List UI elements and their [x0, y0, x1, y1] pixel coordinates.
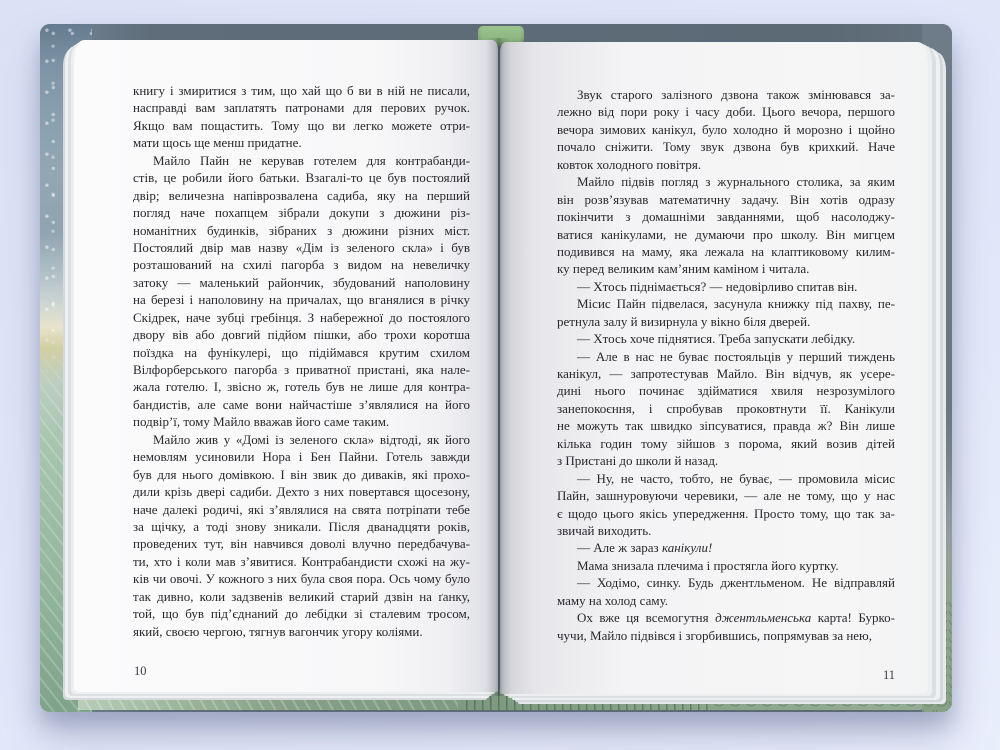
open-book [40, 24, 952, 712]
text-line: Ох вже ця всемогутня джентльменська карта! Бурко- [577, 610, 895, 626]
text-line: занепокоєння, і спробував проковтнути її. Канікули [557, 400, 895, 416]
text-line: мати щось ще менш придатне. [133, 135, 302, 151]
text-line: Якщо вам пощастить. Тому що ви легко можете отри- [133, 117, 471, 133]
text-line: на березі і наполовину на причалах, що вганялися в річку [133, 292, 470, 308]
text-line: погляд наче похапцем зібрали докупи з дюжини різ- [133, 205, 471, 221]
text-line: Майло жив у «Домі із зеленого скла» відтоді, як його [153, 431, 470, 447]
text-line: — Але ж зараз канікули! [577, 540, 713, 556]
text-line: є щодо цього якісь упередження. Просто тому, що так за- [557, 505, 895, 521]
text-line: номанітних будинків, зібраних з дюжини різних міст. [133, 222, 471, 238]
text-line: дили крізь двері садиби. Дехто з них повертався щосезону, [133, 484, 471, 500]
text-line: проведених тут, він навчився доволі влучно передбачува- [133, 536, 471, 552]
text-line: книгу і змиритися з тим, що хай що б ви в ній не писали, [133, 83, 470, 98]
text-line: за щічку, а тоді знову зникали. Після дванадцяти років, [133, 518, 470, 534]
text-line: — Ну, не часто, тобто, не буває, — промовила місис [577, 470, 895, 486]
left-page-number: 10 [134, 664, 147, 678]
text-line: покінчити з домашніми завданнями, щоб насолоджу- [557, 209, 895, 225]
text-line: з Пристані до школи й назад. [557, 453, 719, 469]
text-line: канікул, — запротестував Майло. Він відчув, як усере- [557, 366, 895, 381]
text-line: затоку — маленький райончик, збудований наполовину [133, 274, 470, 290]
text-line: дині нього починає здійматися хвиля незрозумілого [557, 383, 896, 399]
text-line: ків чи овочі. У кожного з них була своя пора. Ось чому було [133, 571, 470, 587]
text-line: почало сніжити. Тому звук дзвона був крихкий. Наче [557, 139, 895, 155]
text-line: ковток холодного повітря. [557, 156, 702, 172]
text-line: звичай виходить. [557, 522, 652, 538]
text-line: він розв’язував математичну задачу. Він хотів одразу [557, 191, 895, 207]
text-line: Майло Пайн не керував готелем для контрабанди- [153, 152, 470, 168]
text-line: — Хтось хоче піднятися. Треба запускати лебідку. [577, 331, 856, 347]
text-line: Вілфорберського пагорба з приватної пристані, яка нале- [133, 362, 470, 377]
text-line: Мама знизала плечима і простягла його куртку. [577, 557, 839, 573]
text-line: — Хтось піднімається? — недовірливо спитав він. [577, 278, 858, 294]
text-line: Постоялий двір мав назву «Дім із зеленого скла» і був [133, 239, 470, 255]
text-line: бандистів, але саме вони найчастіше з’являлися на його [133, 396, 470, 412]
text-line: Скідрек, наче зубці гребінця. З набережної до постоялого [133, 309, 471, 325]
text-line: ретнула залу й визирнула у вікно біля дверей. [557, 313, 811, 329]
text-line: кілька годин тому зійшов з порома, який возив дітей [557, 435, 895, 451]
text-line: вечора зимових канікул, було холодно й морозно і щойно [557, 121, 895, 137]
leaf-vein-pattern [78, 689, 458, 710]
text-line: ватися канікулами, не думаючи про школу. Він мигцем [557, 226, 896, 242]
text-line: ти, хто і коли мав з’явитися. Контрабандисти схожі на жу- [133, 553, 470, 569]
right-page-number: 11 [882, 668, 895, 682]
text-line: розташований на схилі пагорба з видом на невеличку [133, 257, 470, 273]
text-line: Майло підвів погляд з журнального столика, за яким [577, 174, 895, 190]
text-line: двору вів або довгий підйом пішки, або трохи коротша [133, 327, 471, 343]
text-line: — Але в нас не буває постояльців у перший тиждень [577, 348, 896, 364]
text-line: жала готелю. І, звісно ж, готель був не лише для контра- [133, 379, 471, 395]
text-line: немовлям усиновили Нора і Бен Пайни. Готель завжди [133, 449, 470, 465]
right-page-text [557, 86, 895, 644]
text-line: Пайн, зашнуровуючи черевики, — але не тому, що у нас [557, 488, 895, 504]
text-line: подивився на маму, яка лежала на клаптиковому килим- [557, 243, 895, 259]
text-line: був для нього домівкою. І він звик до диваків, які прохо- [133, 466, 470, 482]
text-line: поїздка на фунікулері, що підіймався крутим схилом [133, 344, 470, 360]
text-line: подвір’ї, тому Майло вважав його саме таким. [133, 414, 390, 430]
text-line: Місис Пайн підвелася, засунула книжку під пахву, пе- [577, 296, 895, 312]
text-line: насправді вам заплатять патронами для перових ручок. [133, 100, 471, 116]
text-line: не можуть так швидко зіпсуватися, правда ж? Він лише [557, 418, 895, 434]
text-line: так дивно, коли задзвенів великий старий дзвін на ґанку, [133, 588, 470, 604]
text-line: той, що був під’єднаний до лебідки зі сталевим тросом, [133, 606, 470, 622]
left-page-text [133, 82, 470, 640]
text-line: ку перед великим кам’яним каміном і читала. [557, 261, 810, 277]
text-line: маму на холод саму. [557, 592, 669, 608]
text-line: — Ходімо, синку. Будь джентльменом. Не відправляй [577, 575, 895, 591]
text-line: Звук старого залізного дзвона також змінювався за- [577, 87, 895, 102]
text-line: який, своєю чергою, тягнув вагончик угору коліями. [133, 623, 423, 639]
text-line: лежно від пори року і часу доби. Цього вечора, першого [557, 104, 895, 120]
text-line: наче далекі родичі, які з’являлися на свята потріпати тебе [133, 501, 470, 517]
text-line: двір; величезна напіврозвалена садиба, яку на перший [133, 187, 470, 203]
text-line: чучи, Майло підвівся і згорбившись, попрямував за нею, [557, 627, 873, 643]
text-line: стів, це робили його батьки. Взагалі-то це був постоялий [133, 170, 470, 186]
